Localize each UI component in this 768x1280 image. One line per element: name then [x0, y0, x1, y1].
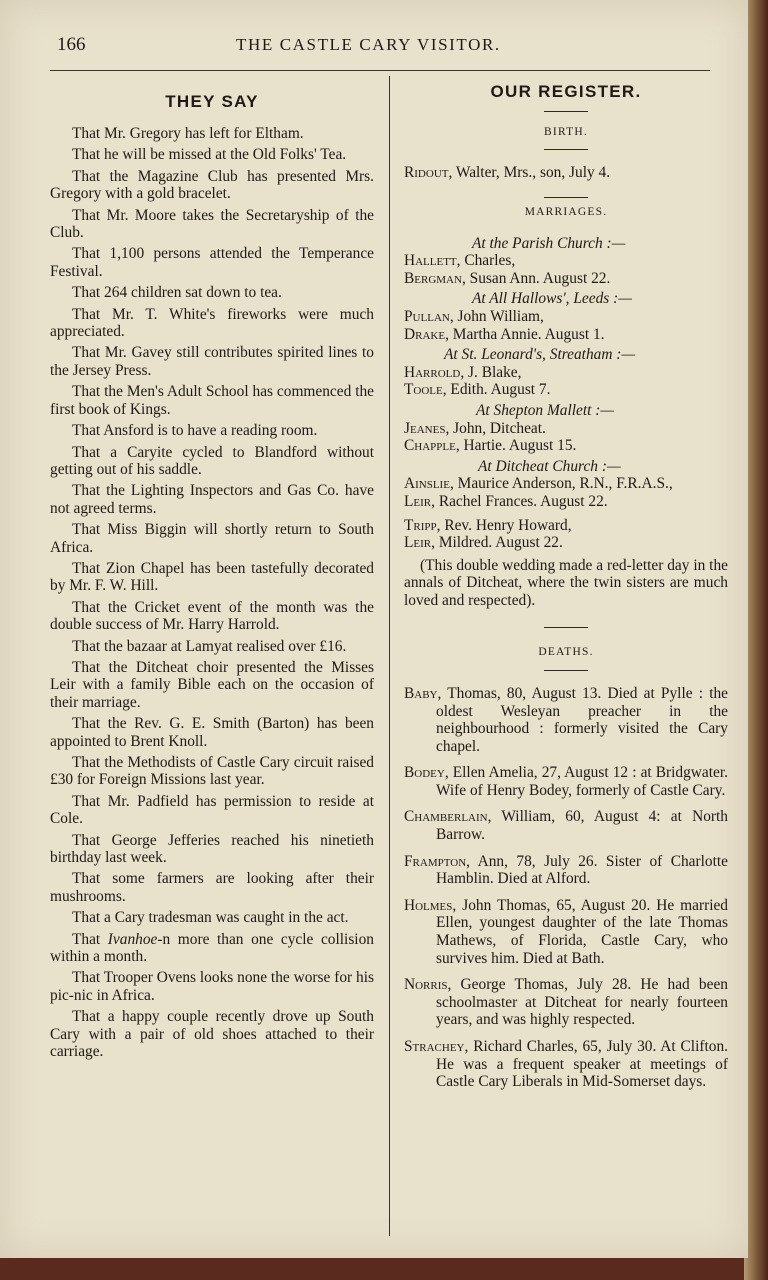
entry-text: , George Thomas, July 28. He had been schoolmaster at Ditcheat for nearly fourteen years, and was highly respected. — [436, 976, 728, 1029]
entry-text: , John Thomas, 65, August 20. He married Ellen, youngest daughter of the late Thomas Mathews, of Florida, Castle Cary, who survives him. Died at Bath. — [436, 896, 728, 967]
register-column — [404, 82, 728, 1100]
entry-text: , John William, — [449, 307, 544, 325]
entry-text: , Thomas, 80, August 13. Died at Pylle : the oldest Wesleyan preacher in the neighbourhood : formerly visited the Cary chapel. — [436, 684, 728, 755]
ivanhoe-suffix: -n more than one cycle collision within a month. — [50, 930, 374, 966]
entry-text: , Mildred. August 22. — [431, 534, 563, 552]
entry-text: , Rev. Henry Howard, — [436, 516, 572, 534]
death-entry — [404, 1038, 728, 1091]
entry-surname: Norris — [404, 976, 448, 994]
marriage-entry — [404, 364, 728, 382]
church-heading: At St. Leonard's, Streatham :— — [444, 346, 636, 364]
church-heading: At Ditcheat Church :— — [478, 457, 621, 475]
death-entry — [404, 808, 728, 843]
they-say-item: That some farmers are looking after their mushrooms. — [50, 870, 374, 905]
they-say-item: That a happy couple recently drove up South Cary with a pair of old shoes attached to their carriage. — [50, 1008, 374, 1061]
they-say-item: That Mr. T. White's fireworks were much appreciated. — [50, 305, 374, 341]
entry-surname: Bodey — [404, 764, 445, 782]
marriage-entry — [404, 308, 728, 326]
entry-surname: Toole — [404, 381, 443, 399]
entry-surname: Pullan — [404, 307, 450, 325]
entry-surname: Tripp — [404, 516, 437, 534]
church-heading: At All Hallows', Leeds :— — [472, 290, 632, 308]
entry-text: , Maurice Anderson, R.N., F.R.A.S., — [449, 475, 673, 493]
entry-text: , Martha Annie. August 1. — [445, 325, 605, 343]
they-say-item: That he will be missed at the Old Folks' Tea. — [72, 146, 347, 164]
entry-surname: Strachey — [404, 1038, 465, 1055]
death-entry — [404, 853, 728, 888]
marriage-entry — [404, 381, 728, 399]
they-say-item: That Mr. Padfield has permission to reside at Cole. — [50, 792, 374, 828]
column-divider — [389, 76, 390, 1236]
marriage-entry — [404, 437, 728, 455]
they-say-item: That the bazaar at Lamyat realised over £16. — [72, 637, 347, 655]
entry-surname: Ainslie — [404, 475, 450, 493]
death-entry — [404, 897, 728, 967]
marriage-entry — [404, 326, 728, 344]
entry-text: , Charles, — [456, 252, 516, 270]
section-rule — [544, 197, 588, 198]
they-say-item: That the Rev. G. E. Smith (Barton) has been appointed to Brent Knoll. — [50, 715, 374, 750]
birth-label: BIRTH. — [544, 126, 588, 138]
entry-text: , J. Blake, — [460, 363, 522, 381]
they-say-item-ivanhoe — [50, 931, 374, 966]
they-say-item: That 264 children sat down to tea. — [72, 284, 282, 302]
ivanhoe-prefix: That — [72, 930, 108, 948]
marriage-entry — [404, 420, 728, 438]
marriage-entry — [404, 517, 728, 535]
running-title: THE CASTLE CARY VISITOR. — [236, 35, 501, 54]
section-rule — [544, 670, 588, 671]
they-say-item: That George Jefferies reached his ninetieth birthday last week. — [50, 831, 374, 867]
marriage-entry — [404, 475, 728, 493]
entry-surname: Chapple — [404, 437, 456, 455]
they-say-item: That Ansford is to have a reading room. — [72, 422, 318, 440]
entry-text: , Ann, 78, July 26. Sister of Charlotte Hamblin. Died at Alford. — [436, 852, 728, 888]
entry-text: , Rachel Frances. August 22. — [431, 492, 608, 510]
section-rule — [544, 627, 588, 628]
marriage-entry — [404, 493, 728, 511]
entry-text: , John, Ditcheat. — [445, 419, 546, 437]
section-rule — [544, 111, 588, 112]
they-say-item: That a Caryite cycled to Blandford without getting out of his saddle. — [50, 443, 374, 478]
they-say-item: That a Cary tradesman was caught in the act. — [72, 909, 349, 927]
they-say-item: That Miss Biggin will shortly return to South Africa. — [50, 521, 374, 556]
church-heading: At Shepton Mallett :— — [476, 401, 615, 419]
section-rule — [544, 149, 588, 150]
they-say-item: That 1,100 persons attended the Temperance Festival. — [50, 245, 374, 280]
they-say-item: That Trooper Ovens looks none the worse for his pic-nic in Africa. — [50, 969, 374, 1004]
they-say-item: That the Magazine Club has presented Mrs. Gregory with a gold bracelet. — [50, 167, 374, 203]
entry-text: , Walter, Mrs., son, July 4. — [448, 164, 611, 181]
entry-text: , Edith. August 7. — [442, 381, 551, 399]
entry-surname: Bergman — [404, 269, 462, 287]
page-number: 166 — [57, 34, 86, 55]
they-say-heading: THEY SAY — [165, 92, 259, 111]
entry-surname: Leir — [404, 534, 432, 552]
marriage-entry — [404, 252, 728, 270]
they-say-item: That the Men's Adult School has commenced the first book of Kings. — [50, 383, 374, 418]
entry-surname: Drake — [404, 325, 446, 343]
entry-surname: Ridout — [404, 164, 449, 181]
marriages-label: MARRIAGES. — [524, 205, 608, 218]
ivanhoe-italic: Ivanhoe — [107, 930, 158, 948]
they-say-item: That the Methodists of Castle Cary circuit raised £30 for Foreign Missions last year. — [50, 754, 374, 789]
entry-surname: Leir — [404, 492, 432, 510]
header-rule — [50, 70, 710, 71]
entry-surname: Chamberlain — [404, 808, 488, 826]
birth-entry — [404, 164, 728, 182]
marriage-entry — [404, 270, 728, 288]
entry-surname: Hallett — [404, 252, 457, 270]
entry-text: , Hartie. August 15. — [455, 437, 577, 455]
death-entry — [404, 764, 728, 799]
entry-surname: Jeanes — [404, 419, 446, 437]
deaths-label: DEATHS. — [538, 645, 594, 658]
entry-text: , Richard Charles, 65, July 30. At Clifton. He was a frequent speaker at meetings of Castle Cary Liberals in Mid-Somerset days. — [436, 1038, 728, 1091]
they-say-item: That Mr. Gregory has left for Eltham. — [72, 125, 304, 142]
entry-surname: Harrold — [404, 363, 461, 381]
entry-surname: Baby — [404, 684, 438, 702]
death-entry — [404, 976, 728, 1029]
death-entry — [404, 685, 728, 755]
they-say-item: That Mr. Gavey still contributes spirited lines to the Jersey Press. — [50, 344, 374, 379]
entry-surname: Frampton — [404, 852, 467, 870]
they-say-item: That the Ditcheat choir presented the Misses Leir with a family Bible each on the occasion of their marriage. — [50, 658, 374, 711]
entry-text: , Ellen Amelia, 27, August 12 : at Bridgwater. Wife of Henry Bodey, formerly of Castle Cary. — [436, 764, 728, 799]
they-say-item: That the Cricket event of the month was the double success of Mr. Harry Harrold. — [50, 598, 374, 634]
they-say-column — [50, 90, 374, 1065]
wedding-note: (This double wedding made a red-letter day in the annals of Ditcheat, where the twin sisters are much loved and respected). — [404, 556, 728, 609]
entry-surname: Holmes — [404, 896, 453, 914]
they-say-item: That Zion Chapel has been tastefully decorated by Mr. F. W. Hill. — [50, 559, 374, 595]
marriage-entry — [404, 534, 728, 552]
register-heading: OUR REGISTER. — [490, 82, 642, 101]
church-heading: At the Parish Church :— — [472, 234, 626, 252]
entry-text: , William, 60, August 4: at North Barrow. — [436, 808, 728, 844]
they-say-item: That Mr. Moore takes the Secretaryship of the Club. — [50, 206, 374, 242]
entry-text: , Susan Ann. August 22. — [461, 269, 611, 287]
they-say-item: That the Lighting Inspectors and Gas Co. have not agreed terms. — [50, 482, 374, 517]
